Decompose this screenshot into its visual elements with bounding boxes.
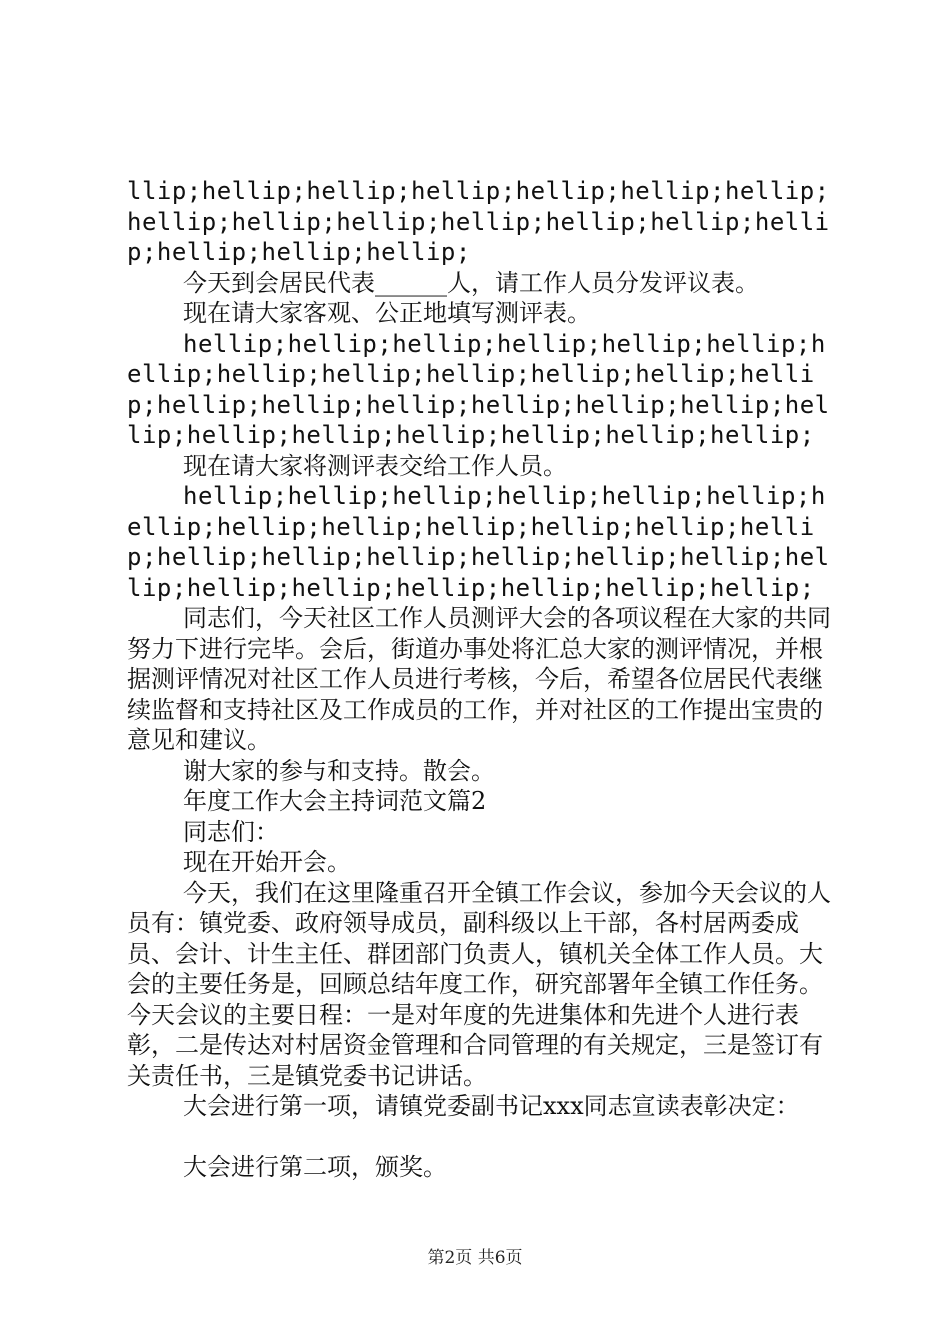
paragraph-submit-form: 现在请大家将测评表交给工作人员。 [183, 451, 567, 480]
paragraph-agenda-item-1: 大会进行第一项，请镇党委副书记xxx同志宣读表彰决定： [183, 1092, 800, 1120]
page-footer: 第2页 共6页 [427, 1248, 523, 1268]
paragraph-fill-form: 现在请大家客观、公正地填写测评表。 [183, 299, 591, 327]
paragraph-meeting-overview: 今天，我们在这里隆重召开全镇工作会议，参加今天会议的人员有：镇党委、政府领导成员，副科级以上干部，各村居两委成员、会计、计生主任、群团部门负责人，镇机关全体工作人员。大会的主要任务是，回顾总结年度工作，研究部署年全镇工作任务。今天会议的主要日程：一是对年度的先进集体和先进个人进行表彰，二是传达对村居资金管理和合同管理的有关规定，三是签订有关责任书，三是镇党委书记讲话。 [127, 878, 831, 1090]
paragraph-salutation: 同志们： [183, 817, 279, 846]
document-body [127, 176, 833, 1182]
section-heading: 年度工作大会主持词范文篇2 [183, 787, 487, 815]
paragraph-agenda-item-2: 大会进行第二项，颁奖。 [183, 1152, 447, 1181]
ellipsis-paragraph-1: llip;hellip;hellip;hellip;hellip;hellip;hellip;hellip;hellip;hellip;hellip;hellip;hellip;hellip;hellip;hellip;hellip; [127, 177, 830, 266]
ellipsis-paragraph-3: hellip;hellip;hellip;hellip;hellip;hellip;hellip;hellip;hellip;hellip;hellip;hellip;hellip;hellip;hellip;hellip;hellip;hellip;hellip;hellip;hellip;hellip;hellip;hellip;hellip;hellip; [127, 482, 830, 602]
paragraph-closing-remarks: 同志们，今天社区工作人员测评大会的各项议程在大家的共同努力下进行完毕。会后，街道办事处将汇总大家的测评情况，并根据测评情况对社区工作人员进行考核，今后，希望各位居民代表继续监督和支持社区及工作成员的工作，并对社区的工作提出宝贵的意见和建议。 [127, 604, 831, 754]
paragraph-opening: 现在开始开会。 [183, 848, 351, 876]
ellipsis-paragraph-2: hellip;hellip;hellip;hellip;hellip;hellip;hellip;hellip;hellip;hellip;hellip;hellip;hellip;hellip;hellip;hellip;hellip;hellip;hellip;hellip;hellip;hellip;hellip;hellip;hellip;hellip; [127, 329, 830, 449]
paragraph-attendance: 今天到会居民代表______人，请工作人员分发评议表。 [183, 268, 759, 297]
paragraph-thanks: 谢大家的参与和支持。散会。 [183, 756, 495, 785]
